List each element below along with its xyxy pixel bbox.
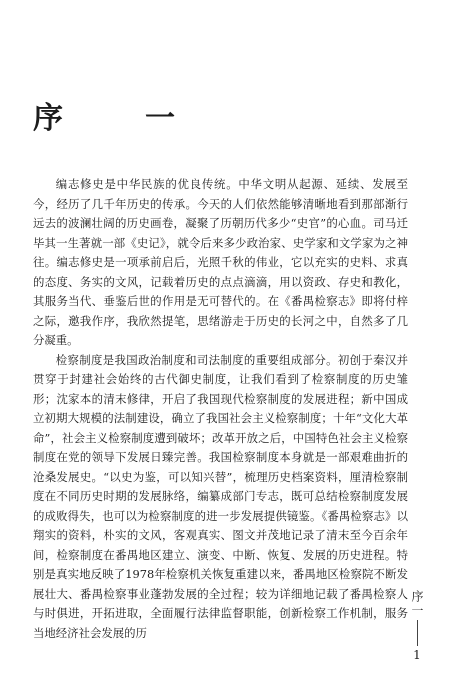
divider-line xyxy=(417,620,418,646)
page-number: 1 xyxy=(413,648,421,662)
paragraph: 检察制度是我国政治制度和司法制度的重要组成部分。初创于秦汉并贯穿于封建社会始终的古代御史制度，让我们看到了检察制度的历史雏形；沈家本的清末修律，开启了我国现代检察制度的发展进程；新中国成立初期大规模的法制建设，确立了我国社会主义检察制度；十年“文化大革命”，社会主义检察制度遭到破坏；改革开放之后，中国特色社会主义检察制度在党的领导下发展日臻完善。我国检察制度本身就是一部艰难曲折的沧桑发展史。“以史为鉴，可以知兴替”，梳理历史档案资料，厘清检察制度在不同历史时期的发展脉络，编纂成部门专志，既可总结检察制度发展的成败得失，也可以为检察制度的进一步发展提供镜鉴。《番禺检察志》以翔实的资料，朴实的文风，客观真实、图文并茂地记录了清末至今百余年间，检察制度在番禺地区建立、演变、中断、恢复、发展的历史进程。特别是真实地反映了1978年检察机关恢复重建以来，番禺地区检察院不断发展壮大、番禺检察事业蓬勃发展的全过程；较为详细地记载了番禺检察人与时俱进，开拓进取，全面履行法律监督职能，创新检察工作机制，服务当地经济社会发展的历 xyxy=(33,352,408,640)
paragraph: 编志修史是中华民族的优良传统。中华文明从起源、延续、发展至今，经历了几千年历史的传承。今天的人们依然能够清晰地看到那部渐行远去的波澜壮阔的历史画卷，凝聚了历朝历代多少“史官”的心血。司马迁毕其一生著就一部《史记》，就令后来多少政治家、史学家和文学家为之神往。编志修史是一项承前启后，光照千秋的伟业，它以充实的史料、求真的态度、务实的文风，记载着历史的点点滴滴，用以资政、存史和教化，其服务当代、垂鉴后世的作用是无可替代的。在《番禺检察志》即将付梓之际，邀我作序，我欣然提笔，思绪游走于历史的长河之中，自然多了几分凝重。 xyxy=(33,177,408,347)
body-text xyxy=(33,175,408,643)
section-label: 序一 xyxy=(410,590,424,618)
page-title: 序 一 xyxy=(33,101,201,136)
margin-section-marker xyxy=(406,590,428,662)
